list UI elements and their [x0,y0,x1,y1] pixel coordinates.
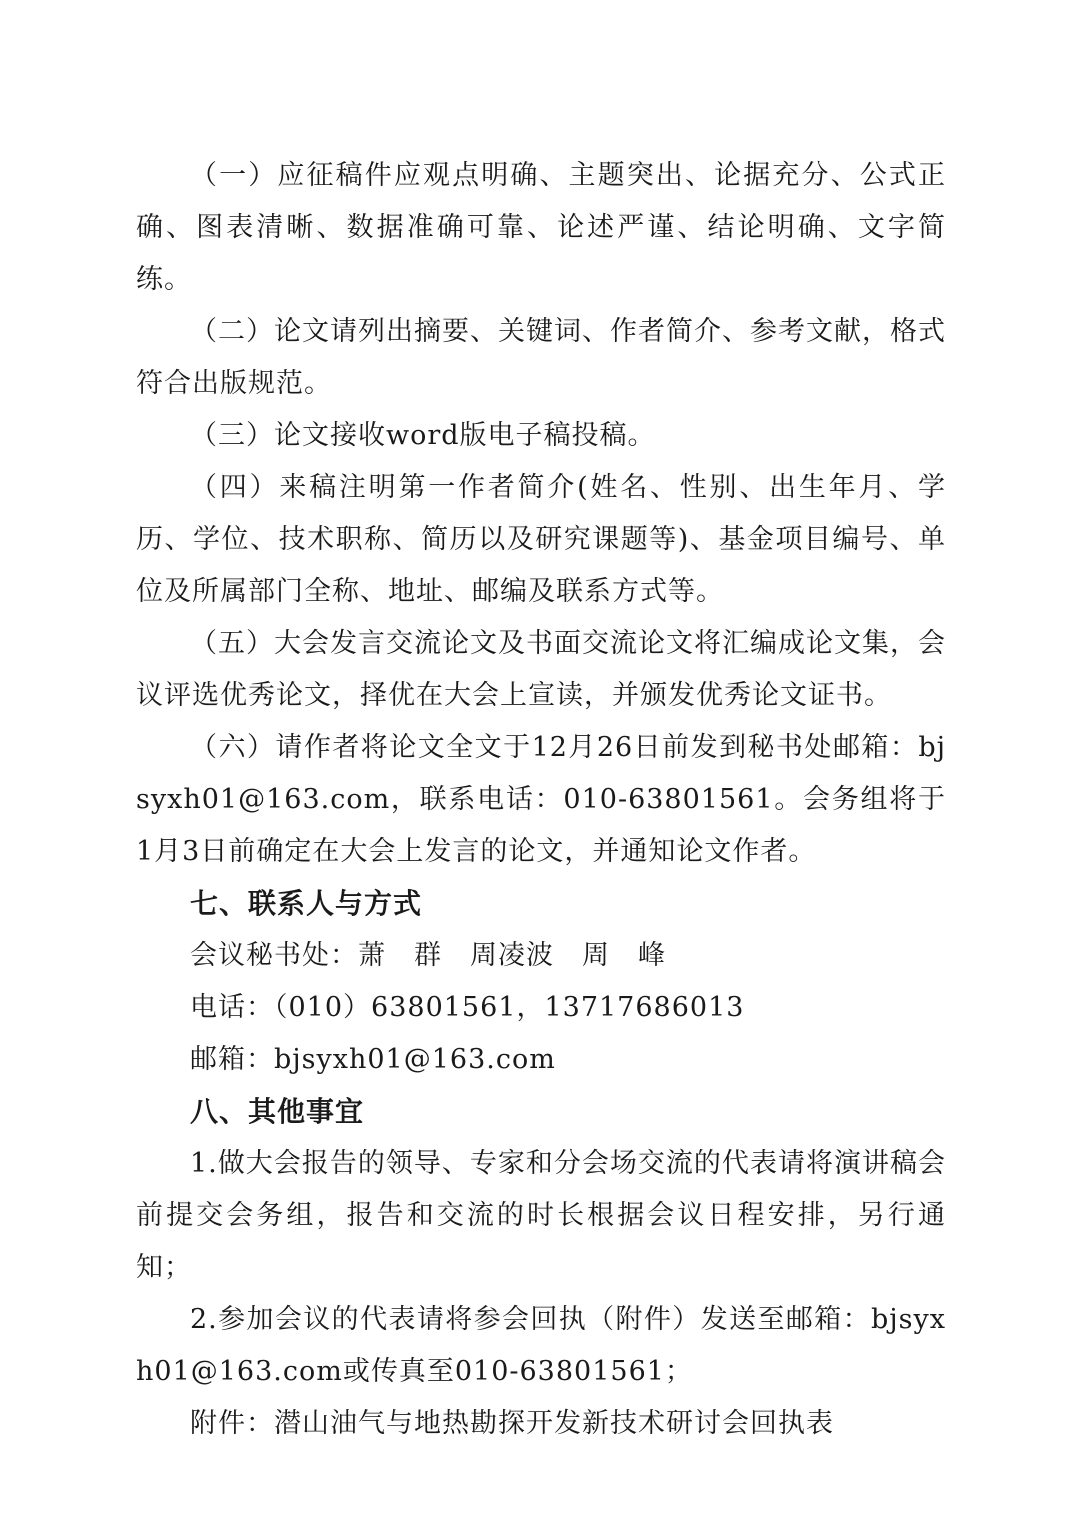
contact-email: 邮箱：bjsyxh01@163.com [190,1044,556,1075]
document-body [136,150,946,1450]
section-8-heading: 八、其他事宜 [190,1095,365,1128]
other-item-1: 1.做大会报告的领导、专家和分会场交流的代表请将演讲稿会前提交会务组，报告和交流的时长根据会议日程安排，另行通知； [136,1148,946,1283]
requirement-item-6: （六）请作者将论文全文于12月26日前发到秘书处邮箱：bjsyxh01@163.com，联系电话：010-63801561。会务组将于1月3日前确定在大会上发言的论文，并通知论文作者。 [136,732,946,867]
attachment-note: 附件：潜山油气与地热勘探开发新技术研讨会回执表 [190,1408,834,1439]
requirement-item-1: （一）应征稿件应观点明确、主题突出、论据充分、公式正确、图表清晰、数据准确可靠、论述严谨、结论明确、文字简练。 [136,160,946,295]
requirement-item-4: （四）来稿注明第一作者简介(姓名、性别、出生年月、学历、学位、技术职称、简历以及研究课题等)、基金项目编号、单位及所属部门全称、地址、邮编及联系方式等。 [136,472,946,607]
contact-secretariat: 会议秘书处：萧 群 周凌波 周 峰 [190,940,666,971]
requirement-item-2: （二）论文请列出摘要、关键词、作者简介、参考文献，格式符合出版规范。 [136,316,946,399]
contact-phone: 电话：（010）63801561，13717686013 [190,992,745,1023]
other-item-2: 2.参加会议的代表请将参会回执（附件）发送至邮箱：bjsyxh01@163.com或传真至010-63801561； [136,1304,946,1387]
section-7-heading: 七、联系人与方式 [190,887,423,920]
requirement-item-5: （五）大会发言交流论文及书面交流论文将汇编成论文集，会议评选优秀论文，择优在大会上宣读，并颁发优秀论文证书。 [136,628,946,711]
requirement-item-3: （三）论文接收word版电子稿投稿。 [190,420,656,451]
